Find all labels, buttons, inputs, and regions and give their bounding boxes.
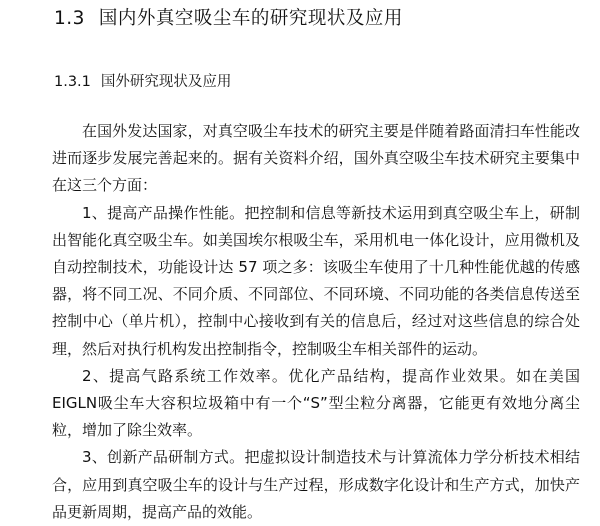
- subsection-number: 1.3.1: [54, 74, 91, 90]
- subsection-title: 国外研究现状及应用: [100, 74, 232, 90]
- paragraph-item-3: 3、创新产品研制方式。把虚拟设计制造技术与计算流体力学分析技术相结合，应用到真空吸尘车的设计与生产过程，形成数字化设计和生产方式，加快产品更新周期，提高产品的效能。: [52, 448, 580, 521]
- section-heading: [54, 4, 403, 30]
- section-title: 国内外真空吸尘车的研究现状及应用: [98, 8, 403, 29]
- paragraph-item-1: 1、提高产品操作性能。把控制和信息等新技术运用到真空吸尘车上，研制出智能化真空吸尘车。如美国埃尔根吸尘车，采用机电一体化设计，应用微机及自动控制技术，功能设计达 57 项之多：该吸尘车使用了十几种性能优越的传感器，将不同工况、不同介质、不同部位、不同环境、不同功能的各类信息传送至控制中心（单片机），控制中心接收到有关的信息后，经过对这些信息的综合处理，然后对执行机构发出控制指令，控制吸尘车相关部件的运动。: [52, 203, 580, 358]
- subsection-heading: [54, 70, 231, 91]
- section-number: 1.3: [54, 8, 85, 29]
- paragraph-intro: 在国外发达国家，对真空吸尘车技术的研究主要是伴随着路面清扫车性能改进而逐步发展完善起来的。据有关资料介绍，国外真空吸尘车技术研究主要集中在这三个方面：: [52, 122, 580, 195]
- body-text: [52, 118, 580, 526]
- paragraph-item-2: 2、提高气路系统工作效率。优化产品结构，提高作业效果。如在美国EIGLN吸尘车大容积垃圾箱中有一个“S”型尘粒分离器，它能更有效地分离尘粒，增加了除尘效率。: [52, 366, 580, 440]
